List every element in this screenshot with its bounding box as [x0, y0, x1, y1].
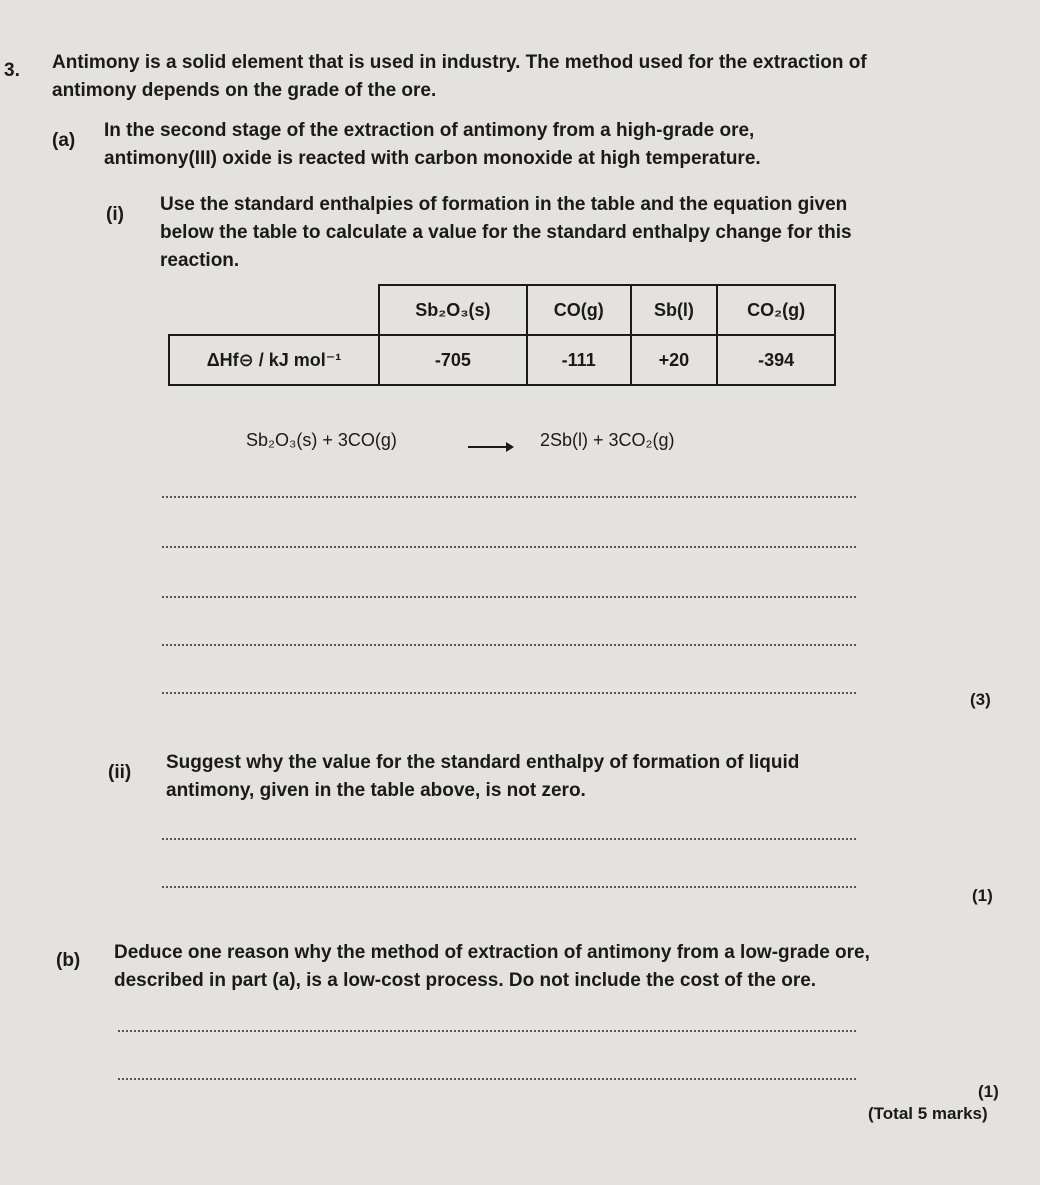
part-a-label: (a) — [52, 130, 76, 151]
answer-line[interactable] — [118, 1078, 856, 1080]
answer-line[interactable] — [162, 546, 856, 548]
answer-line[interactable] — [162, 596, 856, 598]
part-a-i-line-2: below the table to calculate a value for the standard enthalpy change for this — [160, 222, 852, 243]
answer-line[interactable] — [162, 838, 856, 840]
total-marks: (Total 5 marks) — [868, 1104, 988, 1123]
table-header-cell: Sb(l) — [631, 285, 718, 335]
reaction-arrow — [468, 446, 512, 448]
table-header-cell: CO(g) — [527, 285, 631, 335]
equation-products: 2Sb(l) + 3CO₂(g) — [540, 430, 675, 450]
part-a-ii-line-1: Suggest why the value for the standard enthalpy of formation of liquid — [166, 752, 800, 773]
part-a-ii-line-2: antimony, given in the table above, is not zero. — [166, 780, 586, 801]
table-header-row — [169, 285, 835, 335]
answer-line[interactable] — [162, 886, 856, 888]
part-a-line-1: In the second stage of the extraction of antimony from a high-grade ore, — [104, 120, 755, 141]
answer-line[interactable] — [162, 644, 856, 646]
intro-line-1: Antimony is a solid element that is used in industry. The method used for the extraction of — [52, 52, 867, 73]
answer-line[interactable] — [162, 496, 856, 498]
table-value-cell: -111 — [527, 335, 631, 385]
part-a-ii-label: (ii) — [108, 762, 132, 783]
answer-line[interactable] — [162, 692, 856, 694]
table-value-cell: -394 — [717, 335, 835, 385]
marks-a-ii: (1) — [972, 886, 993, 905]
table-header-cell: Sb₂O₃(s) — [379, 285, 527, 335]
table-row-label: ΔHf⊖ / kJ mol⁻¹ — [169, 335, 379, 385]
part-a-i-line-3: reaction. — [160, 250, 240, 271]
part-a-line-2: antimony(III) oxide is reacted with carbon monoxide at high temperature. — [104, 148, 761, 169]
question-number: 3. — [4, 60, 20, 81]
part-b-line-2: described in part (a), is a low-cost process. Do not include the cost of the ore. — [114, 970, 817, 991]
table-value-cell: +20 — [631, 335, 718, 385]
part-a-i-line-1: Use the standard enthalpies of formation in the table and the equation given — [160, 194, 848, 215]
equation-reactants: Sb₂O₃(s) + 3CO(g) — [246, 430, 397, 450]
table-empty-cell — [169, 285, 379, 335]
table-value-cell: -705 — [379, 335, 527, 385]
part-b-label: (b) — [56, 950, 81, 971]
marks-b: (1) — [978, 1082, 999, 1101]
answer-line[interactable] — [118, 1030, 856, 1032]
table-value-row — [169, 335, 835, 385]
intro-line-2: antimony depends on the grade of the ore. — [52, 80, 437, 101]
part-b-line-1: Deduce one reason why the method of extraction of antimony from a low-grade ore, — [114, 942, 870, 963]
part-a-i-label: (i) — [106, 204, 124, 225]
enthalpy-table — [168, 284, 836, 386]
marks-a-i: (3) — [970, 690, 991, 709]
table-header-cell: CO₂(g) — [717, 285, 835, 335]
